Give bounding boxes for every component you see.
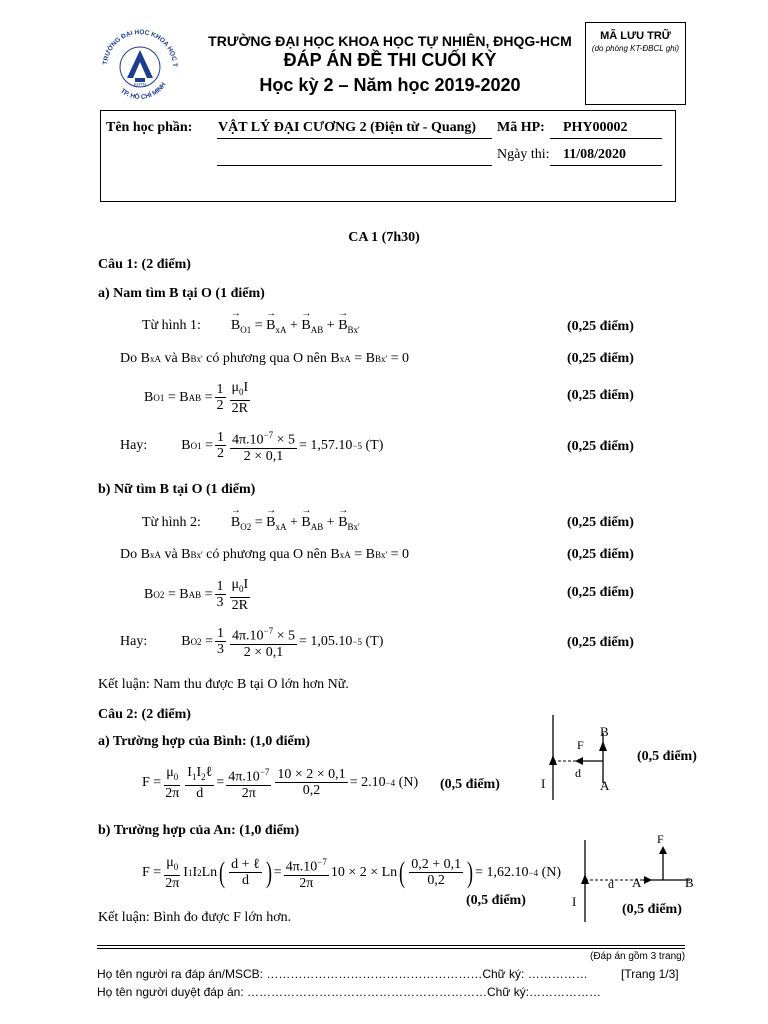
q2b-figure [568, 832, 708, 922]
q2a-fig-I: I [541, 776, 546, 791]
footer-rule-2 [97, 948, 685, 949]
q2a-formula: F = $\frac{\mu_0}{2\pi}$ $\frac{I_1I_2\ell}{d}$ = $\frac{4\pi.10^{-7}}{2\pi}$ $\frac{10 \times 2 \times 0,1}{0,2}$ = 2.10 −4 (N) [142, 765, 419, 801]
course-name-value: VẬT LÝ ĐẠI CƯƠNG 2 (Điện từ - Quang) [218, 120, 477, 135]
q2a-unit: (N) [398, 774, 419, 790]
q2a-title: a) Trường hợp của Bình: (1,0 điểm) [98, 734, 311, 749]
shift-title: CA 1 (7h30) [348, 230, 420, 245]
q1a-formula: B O1 = B AB = $\frac{1}{2}$ $\frac{\mu_0I}{2R}$ [144, 380, 249, 416]
q2a-result: = 2.10 [349, 774, 386, 790]
q1a-result: = 1,57.10 [299, 437, 353, 453]
author-line: Họ tên người ra đáp án/MSCB: ………………………………………………Chữ ký: …………… [97, 967, 588, 981]
archive-label: MÃ LƯU TRỮ [600, 30, 671, 42]
q1b-unit: (T) [365, 633, 384, 649]
course-name-underline-2 [217, 165, 492, 166]
q2b-fig-A: A [632, 875, 642, 890]
q2b-pts-1: (0,5 điểm) [466, 893, 526, 908]
course-name-label: Tên học phần: [106, 120, 193, 135]
q1a-calc: Hay: B O1 = $\frac{1}{2}$ $\frac{4\pi.10^{-7} \times 5}{2 \times 0,1}$ = 1,57.10 −5 (T) [120, 430, 384, 464]
approver-line: Họ tên người duyệt đáp án: ……………………………………………………Chữ ký:……………… [97, 985, 602, 999]
q2b-fig-I: I [572, 894, 577, 909]
q1b-pts-2: (0,25 điểm) [567, 547, 634, 562]
q2b-fig-B: B [685, 875, 694, 890]
q2a-figure [535, 715, 625, 800]
q1b-pts-3: (0,25 điểm) [567, 585, 634, 600]
q1a-pts-3: (0,25 điểm) [567, 388, 634, 403]
q1a-pts-1: (0,25 điểm) [567, 319, 634, 334]
semester: Học kỳ 2 – Năm học 2019-2020 [259, 75, 521, 95]
q1b-hay: Hay: [120, 633, 148, 649]
q1a-unit: (T) [365, 437, 384, 453]
q1b-pts-4: (0,25 điểm) [567, 635, 634, 650]
q2-conclusion: Kết luận: Bình đo được F lớn hơn. [98, 910, 292, 925]
q2b-pts-2: (0,5 điểm) [622, 902, 682, 917]
q1a-hay: Hay: [120, 437, 148, 453]
course-code-value: PHY00002 [563, 120, 628, 135]
q2a-fig-d: d [575, 766, 581, 780]
q2a-fig-A: A [600, 778, 610, 793]
course-code-underline [550, 138, 662, 139]
archive-box [585, 22, 686, 105]
q1b-title: b) Nữ tìm B tại O (1 điểm) [98, 482, 256, 497]
q2b-title: b) Trường hợp của An: (1,0 điểm) [98, 823, 300, 838]
footer-rule [97, 945, 685, 946]
q2b-fig-F: F [657, 832, 664, 846]
exam-title: ĐÁP ÁN ĐỀ THI CUỐI KỲ [283, 50, 497, 70]
q2b-formula: F = $\frac{\mu_0}{2\pi}$ I 1 I 2 Ln ( $\frac{\text{d + ℓ}}{d}$ ) = $\frac{4\pi.10^{-7}}{2\pi}$ 10 × 2 × Ln ( $\frac{0,2 + 0,1}{0,2}$ ) = 1,62.10 −4 (N) [142, 855, 562, 891]
q1a-title: a) Nam tìm B tại O (1 điểm) [98, 286, 265, 301]
q2b-unit: (N) [541, 864, 562, 880]
q1-conclusion: Kết luận: Nam thu được B tại O lớn hơn Nữ. [98, 677, 349, 692]
q2a-fig-B: B [600, 724, 609, 739]
course-code-label: Mã HP: [497, 120, 545, 135]
q1a-pts-2: (0,25 điểm) [567, 351, 634, 366]
university-name: TRƯỜNG ĐẠI HỌC KHOA HỌC TỰ NHIÊN, ĐHQG-HCM [208, 33, 572, 49]
exam-date-label: Ngày thi: [497, 147, 550, 162]
q2-title: Câu 2: (2 điểm) [98, 707, 191, 722]
logo-text-top: TRƯỜNG ĐẠI HỌC KHOA HỌC T [102, 28, 179, 68]
archive-note: (do phòng KT-ĐBCL ghi) [591, 44, 680, 53]
logo-text-center: KHTN [133, 82, 147, 87]
q1b-formula: B O2 = B AB = $\frac{1}{3}$ $\frac{\mu_0I}{2R}$ [144, 577, 249, 613]
q1a-from-fig: Từ hình 1: [142, 318, 201, 334]
q1-title: Câu 1: (2 điểm) [98, 257, 191, 272]
q1b-calc: Hay: B O2 = $\frac{1}{3}$ $\frac{4\pi.10^{-7} \times 5}{2 \times 0,1}$ = 1,05.10 −5 (T) [120, 626, 384, 660]
q1a-pts-4: (0,25 điểm) [567, 439, 634, 454]
q2a-pts-2: (0,5 điểm) [637, 749, 697, 764]
q2b-result: = 1,62.10 [475, 864, 529, 880]
pages-note: (Đáp án gồm 3 trang) [590, 951, 686, 962]
q1b-pts-1: (0,25 điểm) [567, 515, 634, 530]
q2a-pts-1: (0,5 điểm) [440, 777, 500, 792]
q1a-vector-sum: Từ hình 1: → $B_{O1}$ = → $B_{xA}$ + → $B_{AB}$ + → $B_{Bx'}$ [142, 318, 360, 335]
q1b-direction: Do B xA và B Bx' có phương qua O nên B xA = B Bx' = 0 [120, 547, 409, 562]
university-logo [95, 20, 185, 110]
logo-text-bottom: TP. HỒ CHÍ MINH [119, 81, 168, 102]
page-number: [Trang 1/3] [621, 967, 679, 981]
q2a-fig-F: F [577, 738, 584, 752]
q1b-from-fig: Từ hình 2: [142, 515, 201, 531]
exam-date-value: 11/08/2020 [563, 147, 627, 162]
course-name-underline [217, 138, 492, 139]
q1b-result: = 1,05.10 [299, 633, 353, 649]
q2b-fig-d: d [608, 877, 614, 891]
q1b-vector-sum: Từ hình 2: → $B_{O2}$ = → $B_{xA}$ + → $B_{AB}$ + → $B_{Bx'}$ [142, 515, 360, 532]
exam-date-underline [550, 165, 662, 166]
q1a-direction: Do B xA và B Bx' có phương qua O nên B xA = B Bx' = 0 [120, 351, 409, 366]
